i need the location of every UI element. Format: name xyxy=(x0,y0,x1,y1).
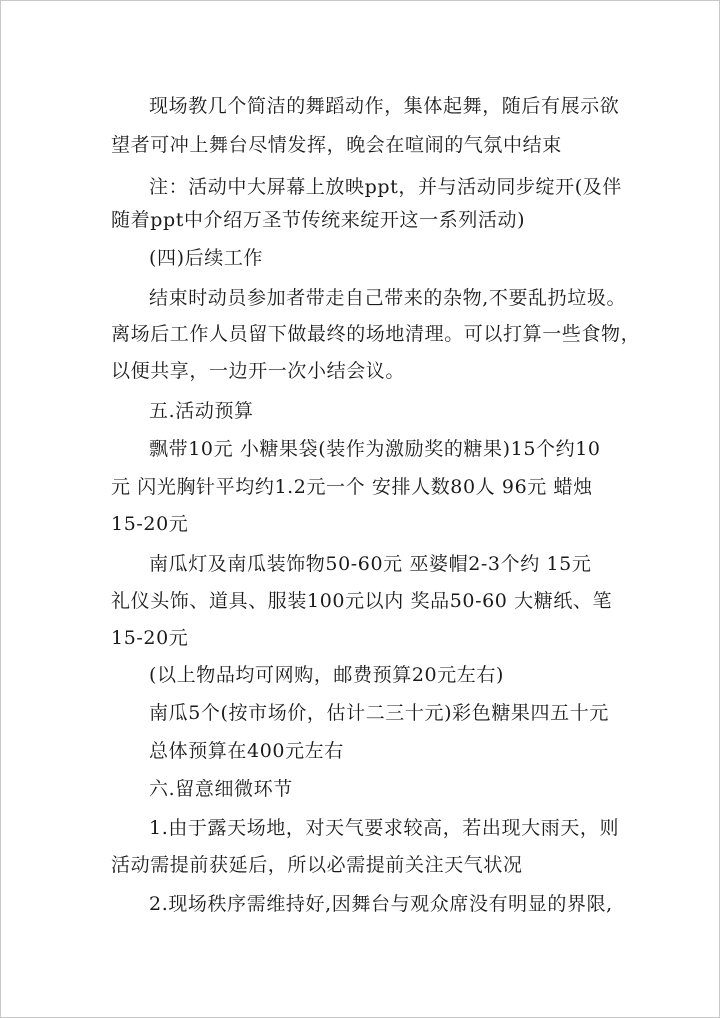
section-heading: 六.留意细微环节 xyxy=(149,778,293,800)
paragraph-line: 结束时动员参加者带走自己带来的杂物,不要乱扔垃圾。 xyxy=(149,287,627,309)
paragraph-line: 注：活动中大屏幕上放映ppt，并与活动同步绽开(及伴 xyxy=(149,176,622,198)
paragraph-line: 总体预算在400元左右 xyxy=(149,740,344,762)
section-heading: (四)后续工作 xyxy=(149,247,264,269)
paragraph-line: 元 闪光胸针平均约1.2元一个 安排人数80人 96元 蜡烛 xyxy=(111,476,593,498)
paragraph-line: 15-20元 xyxy=(111,627,189,649)
paragraph-line: 望者可冲上舞台尽情发挥，晚会在喧闹的气氛中结束 xyxy=(111,134,562,156)
paragraph-line: 随着ppt中介绍万圣节传统来绽开这一系列活动) xyxy=(111,209,526,231)
paragraph-line: (以上物品均可网购，邮费预算20元左右) xyxy=(149,664,505,686)
paragraph-line: 礼仪头饰、道具、服装100元以内 奖品50-60 大糖纸、笔 xyxy=(111,590,613,612)
paragraph-line: 飘带10元 小糖果袋(装作为激励奖的糖果)15个约10 xyxy=(149,438,601,460)
paragraph-line: 南瓜5个(按市场价，估计二三十元)彩色糖果四五十元 xyxy=(149,702,609,724)
paragraph-line: 15-20元 xyxy=(111,513,189,535)
paragraph-line: 以便共享，一边开一次小结会议。 xyxy=(111,360,406,382)
paragraph-line: 现场教几个简洁的舞蹈动作，集体起舞，随后有展示欲 xyxy=(149,95,620,117)
section-heading: 五.活动预算 xyxy=(149,400,254,422)
paragraph-line: 活动需提前获延后，所以必需提前关注天气状况 xyxy=(111,854,523,876)
paragraph-line: 离场后工作人员留下做最终的场地清理。可以打算一些食物， xyxy=(111,323,641,345)
paragraph-line: 南瓜灯及南瓜装饰物50-60元 巫婆帽2-3个约 15元 xyxy=(149,553,592,575)
paragraph-line: 1.由于露天场地，对天气要求较高，若出现大雨天，则 xyxy=(149,817,620,839)
paragraph-line: 2.现场秩序需维持好,因舞台与观众席没有明显的界限, xyxy=(149,893,613,915)
